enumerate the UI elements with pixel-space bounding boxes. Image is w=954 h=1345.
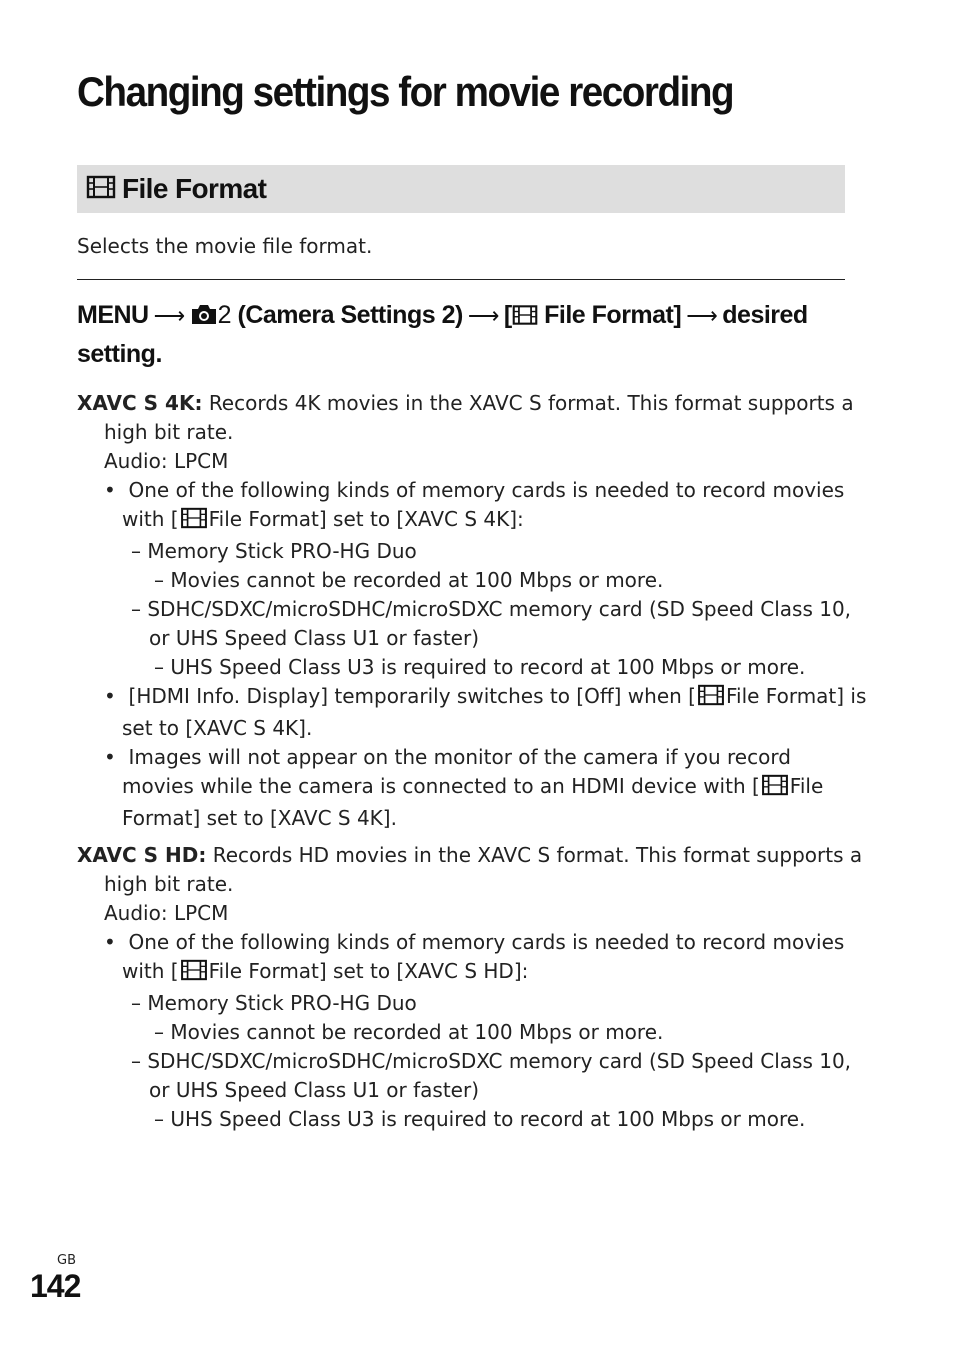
section-title: File Format <box>122 173 267 204</box>
options-list <box>77 389 867 1142</box>
option-xavc-s-4k <box>77 389 867 833</box>
menu-label: MENU <box>77 301 149 329</box>
list-item: – UHS Speed Class U3 is required to record at 100 Mbps or more. <box>154 655 806 679</box>
section-intro: Selects the movie file format. <box>77 234 373 258</box>
list-item: • One of the following kinds of memory cards is needed to record movies with [ File Format] set to [XAVC S 4K]: <box>77 476 867 537</box>
movie-film-icon <box>512 300 538 336</box>
list-item: • Images will not appear on the monitor of the camera if you record movies while the camera is connected to an HDMI device with [ File Format] set to [XAVC S 4K]. <box>104 745 824 830</box>
list-item: – Memory Stick PRO-HG Duo <box>131 991 417 1015</box>
option-label: XAVC S HD: <box>77 843 207 867</box>
camera-settings-label: (Camera Settings 2) <box>237 301 463 329</box>
arrow-right-icon: ⟶ <box>153 303 185 328</box>
movie-film-icon <box>760 774 790 804</box>
movie-film-icon <box>86 175 116 203</box>
audio-format: Audio: LPCM <box>104 449 229 473</box>
list-item: – SDHC/SDXC/microSDHC/microSDXC memory card (SD Speed Class 10, or UHS Speed Class U1 or faster) <box>131 597 852 650</box>
list-item: • [HDMI Info. Display] temporarily switches to [Off] when [ File Format] is set to [XAVC S 4K]. <box>104 684 867 740</box>
option-label: XAVC S 4K: <box>77 391 203 415</box>
movie-film-icon <box>179 959 209 989</box>
page-title: Changing settings for movie recording <box>77 68 734 115</box>
audio-format: Audio: LPCM <box>104 901 229 925</box>
option-description: Records 4K movies in the XAVC S format. This format supports a high bit rate. <box>104 391 854 444</box>
list-item: – Movies cannot be recorded at 100 Mbps or more. <box>154 1020 664 1044</box>
desired-setting-label: desired setting. <box>77 301 808 368</box>
list-item: – Movies cannot be recorded at 100 Mbps or more. <box>154 568 664 592</box>
arrow-right-icon: ⟶ <box>467 303 499 328</box>
list-item: – SDHC/SDXC/microSDHC/microSDXC memory card (SD Speed Class 10, or UHS Speed Class U1 or faster) <box>131 1049 852 1102</box>
menu-path <box>77 297 847 372</box>
list-item: • One of the following kinds of memory cards is needed to record movies with [ File Format] set to [XAVC S HD]: <box>77 928 867 989</box>
page-number: 142 <box>30 1268 81 1304</box>
file-format-label: File Format] <box>544 301 682 329</box>
divider <box>77 279 845 280</box>
region-code: GB <box>57 1253 76 1268</box>
camera-settings-number: 2 <box>217 301 232 329</box>
section-header <box>77 165 845 213</box>
list-item: – Memory Stick PRO-HG Duo <box>131 539 417 563</box>
arrow-right-icon: ⟶ <box>686 303 718 328</box>
open-bracket: [ <box>503 301 512 329</box>
camera-icon <box>190 299 218 335</box>
option-description: Records HD movies in the XAVC S format. This format supports a high bit rate. <box>104 843 863 896</box>
list-item: – UHS Speed Class U3 is required to record at 100 Mbps or more. <box>154 1107 806 1131</box>
movie-film-icon <box>696 684 726 714</box>
movie-film-icon <box>179 507 209 537</box>
option-xavc-s-hd <box>77 841 867 1134</box>
